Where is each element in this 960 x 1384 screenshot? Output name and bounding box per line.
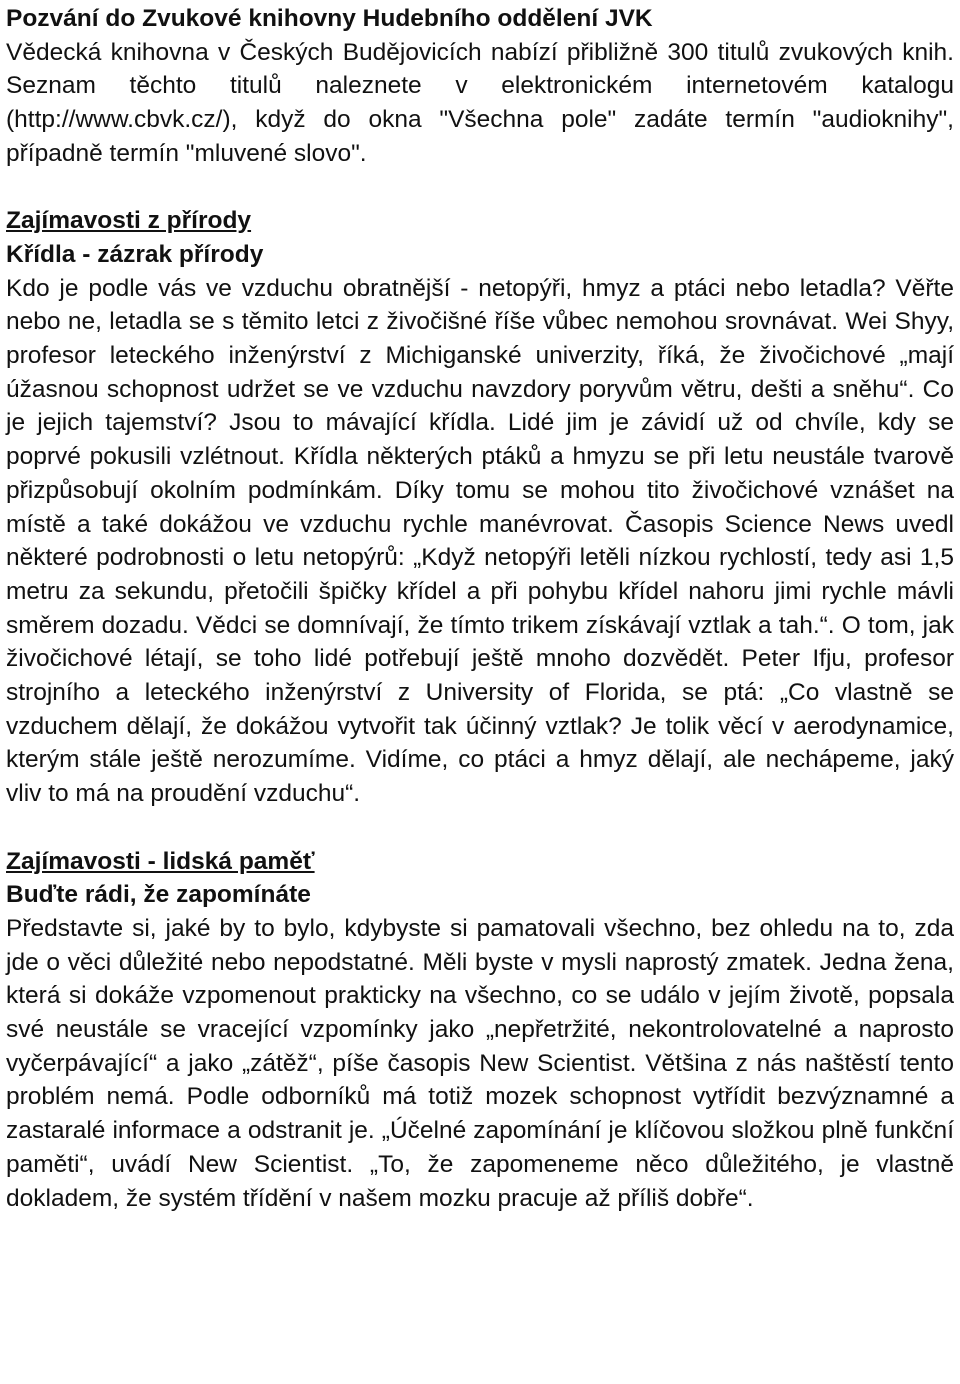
document-page xyxy=(6,2,954,1215)
spacer xyxy=(6,811,954,845)
memory-article-title: Buďte rádi, že zapomínáte xyxy=(6,881,311,909)
nature-article xyxy=(6,204,954,811)
spacer xyxy=(6,171,954,205)
audiobooks-paragraph: Vědecká knihovna v Českých Budějovicích nabízí přibližně 300 titulů zvukových knih. Seznam těchto titulů naleznete v elektronickém internetovém katalogu (http://www.cbvk.cz/), když do okna "Všechna pole" zadáte termín "audioknihy", případně termín "mluvené slovo". xyxy=(6,38,954,167)
audiobooks-notice xyxy=(6,2,954,171)
nature-section-heading: Zajímavosti z přírody xyxy=(6,207,252,235)
memory-section-heading: Zajímavosti - lidská paměť xyxy=(6,847,315,875)
nature-paragraph: Kdo je podle vás ve vzduchu obratnější - netopýři, hmyz a ptáci nebo letadla? Věřte nebo ne, letadla se s těmito letci z živočišné říše vůbec nemohou srovnávat. Wei Shyy, profesor leteckého inženýrství z Michiganské univerzity, říká, že živočichové „mají úžasnou schopnost udržet se ve vzduchu navzdory poryvům větru, dešti a sněhu“. Co je jejich tajemství? Jsou to mávající křídla. Lidé jim je závidí už od chvíle, kdy se poprvé pokusili vzlétnout. Křídla některých ptáků a hmyzu se při letu neustále tvarově přizpůsobují okolním podmínkám. Díky tomu se mohou tito živočichové vznášet na místě a také dokážou ve vzduchu rychle manévrovat. Časopis Science News uvedl některé podrobnosti o letu netopýrů: „Když netopýři letěli nízkou rychlostí, tedy asi 1,5 metru za sekundu, přetočili špičky křídel a při pohybu křídel nahoru jimi rychle mávli směrem dozadu. Vědci se domnívají, že tímto trikem získávají vztlak a tah.“. O tom, jak živočichové létají, se toho lidé potřebují ještě mnoho dozvědět. Peter Ifju, profesor strojního a leteckého inženýrství z University of Florida, se ptá: „Co vlastně se vzduchem dělají, že dokážou vytvořit tak účinný vztlak? Je tolik věcí v aerodynamice, kterým stále ještě nerozumíme. Vidíme, co ptáci a hmyz dělají, ale nechápeme, jaký vliv to má na proudění vzduchu“. xyxy=(6,274,954,808)
audiobooks-title: Pozvání do Zvukové knihovny Hudebního oddělení JVK xyxy=(6,5,653,32)
memory-article xyxy=(6,845,954,1216)
memory-paragraph: Představte si, jaké by to bylo, kdybyste si pamatovali všechno, bez ohledu na to, zda jde o věci důležité nebo nepodstatné. Měli byste v mysli naprostý zmatek. Jedna žena, která si dokáže vzpomenout prakticky na všechno, co se událo v jejím životě, popsala své neustále se vracející vzpomínky jako „nepřetržité, nekontrolovatelné a naprosto vyčerpávající“ a jako „zátěž“, píše časopis New Scientist. Většina z nás naštěstí tento problém nemá. Podle odborníků má totiž mozek schopnost vytřídit bezvýznamné a zastaralé informace a odstranit je. „Účelné zapomínání je klíčovou složkou plně funkční paměti“, uvádí New Scientist. „To, že zapomeneme něco důležitého, je vlastně dokladem, že systém třídění v našem mozku pracuje až příliš dobře“. xyxy=(6,914,954,1212)
nature-article-title: Křídla - zázrak přírody xyxy=(6,240,264,268)
